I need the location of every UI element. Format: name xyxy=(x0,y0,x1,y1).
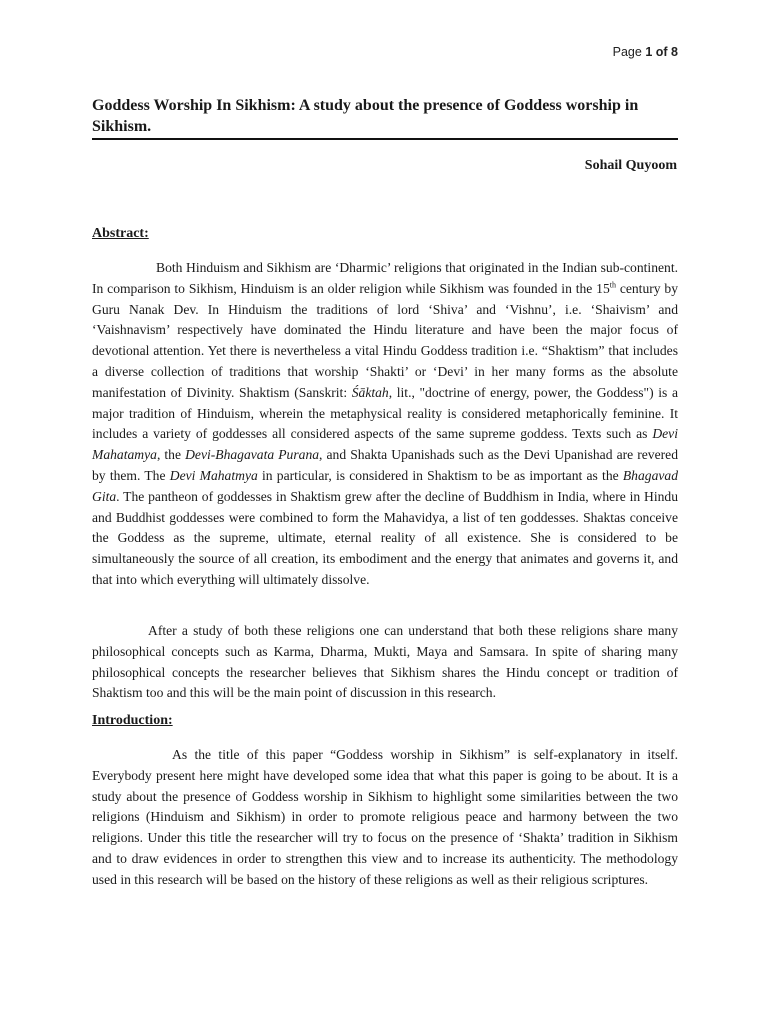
document-title: Goddess Worship In Sikhism: A study about the presence of Goddess worship in Sikhism. xyxy=(92,97,639,135)
author-name: Sohail Quyoom xyxy=(584,158,677,173)
introduction-heading: Introduction: xyxy=(92,713,173,728)
page-number: Page 1 of 8 xyxy=(612,45,678,59)
abstract-heading: Abstract: xyxy=(92,226,149,241)
title-divider xyxy=(92,138,678,140)
introduction-paragraph: As the title of this paper “Goddess worship in Sikhism” is self-explanatory in itself. Everybody present here might have developed some idea that what this paper is going to be about. It is a study about the presence of Goddess worship in Sikhism to highlight some similarities between the two religions (Hinduism and Sikhism) in order to promote religious peace and harmony between the two religions. Under this title the researcher will try to focus on the presence of ‘Shakta’ tradition in Sikhism and to draw evidences in order to strengthen this view and to increase its authenticity. The methodology used in this research will be based on the history of these religions as well as their religious scriptures. xyxy=(92,747,678,887)
abstract-paragraph-2: After a study of both these religions one can understand that both these religions share many philosophical concepts such as Karma, Dharma, Mukti, Maya and Samsara. In spite of sharing many philosophical concepts the researcher believes that Sikhism shares the Hindu concept or tradition of Shaktism too and this will be the main point of discussion in this research. xyxy=(92,623,678,701)
abstract-paragraph-1: Both Hinduism and Sikhism are ‘Dharmic’ religions that originated in the Indian sub-continent. In comparison to Sikhism, Hinduism is an older religion while Sikhism was founded in the 15th century by Guru Nanak Dev. In Hinduism the traditions of lord ‘Shiva’ and ‘Vishnu’, i.e. ‘Shaivism’ and ‘Vaishnavism’ respectively have dominated the Hindu literature and have been the major focus of devotional attention. Yet there is nevertheless a vital Hindu Goddess tradition i.e. “Shaktism” that includes a diverse collection of traditions that worship ‘Shakti’ or ‘Devi’ in her many forms as the absolute manifestation of Divinity. Shaktism (Sanskrit: Śāktah, lit., "doctrine of energy, power, the Goddess") is a major tradition of Hinduism, wherein the metaphysical reality is considered metaphorically feminine. It includes a variety of goddesses all considered aspects of the same supreme goddess. Texts such as Devi Mahatamya, the Devi-Bhagavata Purana, and Shakta Upanishads such as the Devi Upanishad are revered by them. The Devi Mahatmya in particular, is considered in Shaktism to be as important as the Bhagavad Gita. The pantheon of goddesses in Shaktism grew after the decline of Buddhism in India, where in Hindu and Buddhist goddesses were combined to form the Mahavidya, a list of ten goddesses. Shaktas conceive the Goddess as the supreme, ultimate, eternal reality of all existence. She is considered to be simultaneously the source of all creation, its embodiment and the energy that animates and governs it, and that into which everything will ultimately dissolve. xyxy=(92,260,679,587)
